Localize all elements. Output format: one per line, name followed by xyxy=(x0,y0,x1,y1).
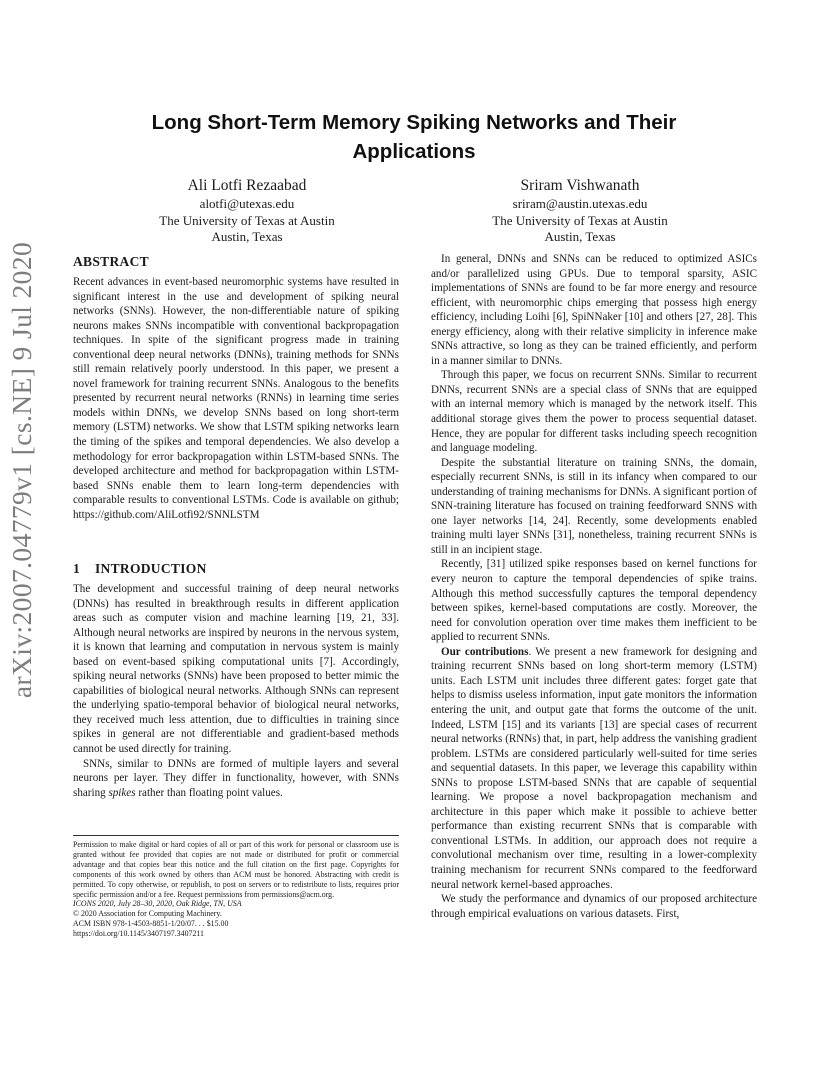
author-name: Ali Lotfi Rezaabad xyxy=(187,177,307,194)
intro-paragraph-2 xyxy=(73,757,399,801)
right-paragraph-3: Despite the substantial literature on training SNNs, the domain, especially recurrent SNNs, is still in its infancy when compared to our understanding of training mechanisms for DNNs. A significant portion of SNN-training literature has focused on training feedforward SNNS with one layer networks [14, 24]. Recently, some developments enabled training multi layer SNNs [31], nonetheless, training recurrent SNNs is still in an incipient stage. xyxy=(431,456,757,556)
right-paragraph-2: Through this paper, we focus on recurrent SNNs. Similar to recurrent DNNs, recurrent SNNs are a special class of SNNs that are equipped with an internal memory which is managed by the network itself. This additional storage gives them the power to process sequential dataset. Hence, they are popular for different tasks including speech recognition and language modeling. xyxy=(431,369,757,455)
introduction-body xyxy=(73,582,399,800)
right-column-body xyxy=(431,252,757,921)
section-heading-introduction xyxy=(73,561,207,577)
right-paragraph-5 xyxy=(431,645,757,892)
author-block-2 xyxy=(440,176,720,246)
author-location: Austin, Texas xyxy=(544,229,616,244)
section-title: INTRODUCTION xyxy=(95,561,207,576)
right-paragraph-4: Recently, [31] utilized spike responses based on kernel functions for every neuron to capture the temporal dependencies of spike trains. Although this method successfully captures the temporal dependency between spikes, kernel-based computations are costly. Moreover, the need for convolution operation over time makes them inefficient to be applied to recurrent SNNs. xyxy=(431,558,757,644)
intro-paragraph-2-text: SNNs, similar to DNNs are formed of multiple layers and several neurons per layer. They differ in functionality, however, with SNNs sharing xyxy=(73,757,399,799)
author-location: Austin, Texas xyxy=(211,229,283,244)
copyright-line: © 2020 Association for Computing Machinery. xyxy=(73,909,222,919)
contributions-text: . We present a new framework for designing and training recurrent SNNs based on long short-term memory (LSTM) units. Each LSTM unit includes three different gates: forget gate that helps to dismiss useless information, input gate monitors the information entering the unit, and output gate that forms the outcome of the unit. Indeed, LSTM [15] and its variants [13] are special cases of recurrent neural networks (RNNs) that, in part, help address the vanishing gradient problem. LSTMs are considered particularly well-suited for time series and sequential datasets. In this paper, we leverage this capability within SNNs to propose LSTM-based SNNs that are capable of sequential learning. We propose a novel backpropagation mechanism and architecture in this paper which make it possible to achieve better performance than existing recurrent SNNs that is comparable with conventional LSTMs. In addition, our approach does not require a convolutional mechanism over time, resulting in a lower-complexity training mechanism for recurrent SNNs compared to the feedforward neural network kernel-based approaches. xyxy=(431,645,758,891)
contributions-label: Our contributions xyxy=(441,645,529,658)
conference-info: ICONS 2020, July 28–30, 2020, Oak Ridge, TN, USA xyxy=(73,899,242,909)
author-block-1 xyxy=(107,176,387,246)
abstract-text: Recent advances in event-based neuromorphic systems have resulted in significant interest in the use and development of spiking neural networks (SNNs). However, the non-differentiable nature of spiking neurons makes SNNs incompatible with conventional backpropagation techniques. In spite of the significant progress made in training conventional deep neural networks (DNNs), training methods for SNNs still remain relatively poorly understood. In this paper, we present a novel framework for training recurrent SNNs. Analogous to the benefits presented by recurrent neural networks (RNNs) in learning time series models within DNNs, we develop SNNs based on long short-term memory (LSTM) networks. We show that LSTM spiking networks learn the timing of the spikes and temporal dependencies. We also develop a methodology for error backpropagation within LSTM-based SNNs. The developed architecture and method for backpropagation within LSTM-based SNNs enable them to learn long-term dependencies with comparable results to conventional LSTMs. Code is available on github; https://github.com/AliLotfi92/SNNLSTM xyxy=(73,276,399,521)
section-number: 1 xyxy=(73,561,81,576)
copyright-footnote xyxy=(73,840,399,939)
author-affiliation: The University of Texas at Austin xyxy=(159,212,335,228)
arxiv-identifier: arXiv:2007.04779v1 [cs.NE] 9 Jul 2020 xyxy=(6,241,37,699)
doi-link[interactable]: https://doi.org/10.1145/3407197.3407211 xyxy=(73,929,205,939)
author-name: Sriram Vishwanath xyxy=(520,177,640,194)
footnote-rule xyxy=(73,835,399,836)
intro-paragraph-1: The development and successful training of deep neural networks (DNNs) has resulted in breakthrough results in different application areas such as computer vision and machine learning [19, 21, 33]. Although neural networks are inspired by neurons in the nervous system, it is known that learning and computation in nervous system is mainly based on event-based spiking computational units [7]. Accordingly, spiking neural networks (SNNs) have been proposed to better mimic the capabilities of biological neural networks. Although SNNs can represent the underlying spatio-temporal behavior of biological neural networks, they received much less attention, due to difficulties in training since spikes in general are not differentiable and gradient-based methods cannot be used directly for training. xyxy=(73,583,399,756)
author-email: alotfi@utexas.edu xyxy=(199,196,295,211)
permission-notice: Permission to make digital or hard copies of all or part of this work for personal or classroom use is granted without fee provided that copies are not made or distributed for profit or commercial advantage and that copies bear this notice and the full citation on the first page. Copyrights for components of this work owned by others than ACM must be honored. Abstracting with credit is permitted. To copy otherwise, or republish, to post on servers or to redistribute to lists, requires prior specific permission and/or a fee. Request permissions from permissions@acm.org. xyxy=(73,840,399,899)
author-email: sriram@austin.utexas.edu xyxy=(512,196,648,211)
author-affiliation: The University of Texas at Austin xyxy=(492,212,668,228)
paper-title: Long Short-Term Memory Spiking Networks and Their Applications xyxy=(151,111,677,163)
abstract-heading: ABSTRACT xyxy=(73,254,149,269)
abstract-body xyxy=(73,275,399,522)
intro-paragraph-2-emphasis: spikes xyxy=(108,786,136,799)
right-paragraph-1: In general, DNNs and SNNs can be reduced to optimized ASICs and/or parallelized using GPUs. Due to temporal sparsity, ASIC implementations of SNNs are found to be far more energy and resource efficient, with neuromorphic chips emerging that possess high energy efficiency, including Loihi [6], SpiNNaker [10] and others [27, 28]. This energy efficiency, along with their relative simplicity in inference make SNNs attractive, so long as they can be trained efficiently, and perform in a manner similar to DNNs. xyxy=(431,253,757,367)
right-paragraph-6: We study the performance and dynamics of our proposed architecture through empirical evaluations on various datasets. First, xyxy=(431,893,757,920)
intro-paragraph-2-text-end: rather than floating point values. xyxy=(135,786,283,799)
isbn-line: ACM ISBN 978-1-4503-8851-1/20/07. . . $15.00 xyxy=(73,919,229,929)
